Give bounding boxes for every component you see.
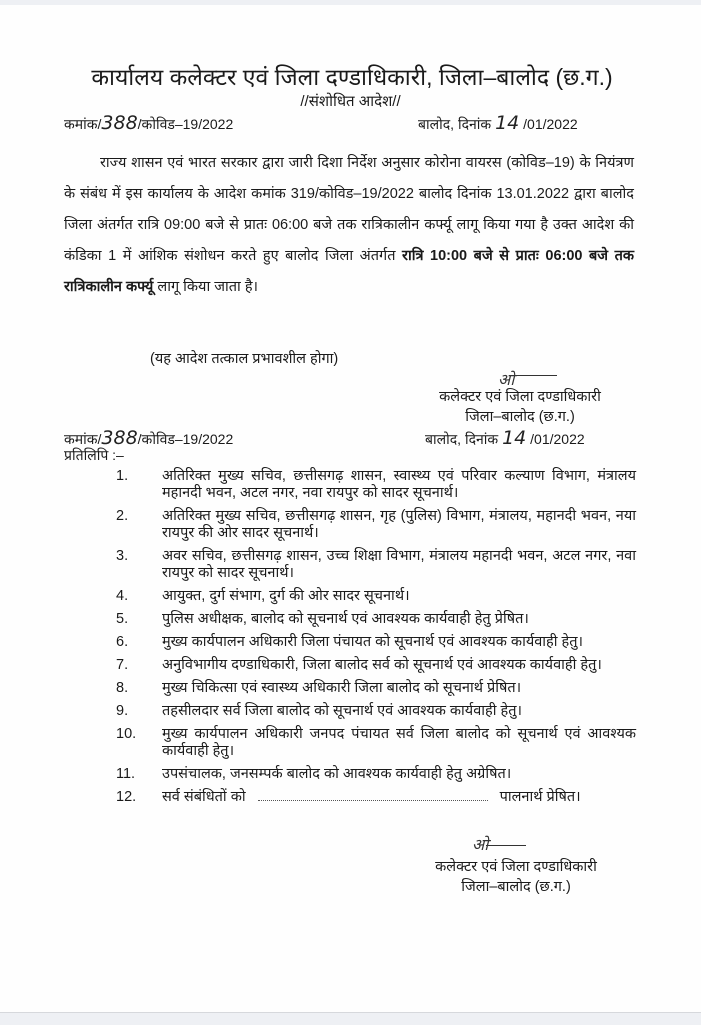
item-number: 3. — [116, 548, 129, 564]
list-item — [116, 726, 636, 760]
place-date-prefix: बालोद, दिनांक — [418, 116, 492, 132]
order-type-heading: //संशोधित आदेश// — [300, 93, 401, 110]
order-date-top — [418, 112, 578, 134]
date-suffix: /01/2022 — [523, 116, 578, 132]
list-item — [116, 508, 636, 542]
list-item — [116, 703, 636, 720]
item-text: मुख्य चिकित्सा एवं स्वास्थ्य अधिकारी जिला बालोद को सूचनार्थ प्रेषित। — [162, 680, 522, 696]
item-text: अतिरिक्त मुख्य सचिव, छत्तीसगढ़ शासन, गृह (पुलिस) विभाग, मंत्रालय, महानदी भवन, नया रायपुर की ओर सादर सूचनार्थ। — [162, 508, 636, 541]
list-item — [116, 789, 636, 806]
item-text: पुलिस अधीक्षक, बालोद को सूचनार्थ एवं आवश्यक कार्यवाही हेतु प्रेषित। — [162, 611, 529, 627]
item-text: तहसीलदार सर्व जिला बालोद को सूचनार्थ एवं आवश्यक कार्यवाही हेतु। — [162, 703, 522, 719]
order-date-bottom — [425, 427, 585, 449]
blank-dotted-line — [258, 790, 488, 801]
order-reference-top — [64, 112, 233, 134]
item-number: 6. — [116, 634, 129, 650]
list-item — [116, 611, 636, 628]
item-number: 10. — [116, 726, 137, 742]
paragraph-bold-text: रात्रि 10:00 बजे से प्रातः 06:00 बजे तक रात्रिकालीन कर्फ्यू — [64, 248, 635, 295]
item-number: 11. — [116, 766, 136, 782]
handwritten-order-number: 388 — [101, 112, 138, 134]
signature-mark-1: ओ — [498, 370, 515, 389]
paragraph-text: राज्य शासन एवं भारत सरकार द्वारा जारी दिशा निर्देश अनुसार कोरोना वायरस (कोविड–19) के नियंत्रण के संबंध में इस कार्यालय के आदेश कमांक 319/कोविड–19/2022 बालोद दिनांक 13.01.2022 द्वारा बालोद जिला अंतर्गत रात्रि 09:00 बजे से प्रातः 06:00 बजे तक रात्रिकालीन कर्फ्यू लागू किया गया है उक्त आदेश की कंडिका 1 में आंशिक संशोधन करते हुए बालोद जिला अंतर्गत — [64, 155, 634, 264]
signatory-title-1: कलेक्टर एवं जिला दण्डाधिकारी — [439, 389, 601, 405]
list-item — [116, 766, 636, 783]
viewer-bottom-bar — [0, 1012, 701, 1025]
list-item — [116, 588, 636, 605]
item-text-start: सर्व संबंधितों को — [162, 789, 246, 805]
item-number: 5. — [116, 611, 129, 627]
item-number: 8. — [116, 680, 129, 696]
order-body-paragraph — [64, 148, 634, 303]
item-text — [162, 789, 636, 806]
effective-notice: (यह आदेश तत्काल प्रभावशील होगा) — [150, 351, 339, 367]
signature-mark-2: ओ — [472, 835, 489, 854]
signatory-title-2: कलेक्टर एवं जिला दण्डाधिकारी — [435, 859, 597, 875]
item-text: आयुक्त, दुर्ग संभाग, दुर्ग की ओर सादर सूचनार्थ। — [162, 588, 410, 604]
copy-recipient-list — [116, 468, 636, 812]
ref-suffix: /कोविड–19/2022 — [137, 431, 234, 447]
handwritten-order-number: 388 — [101, 427, 138, 449]
copy-to-label: प्रतिलिपि :– — [64, 447, 124, 463]
signatory-district-2: जिला–बालोद (छ.ग.) — [461, 879, 571, 895]
list-item — [116, 548, 636, 582]
item-text-end: पालनार्थ प्रेषित। — [499, 789, 581, 805]
item-text: अतिरिक्त मुख्य सचिव, छत्तीसगढ़ शासन, स्वास्थ्य एवं परिवार कल्याण विभाग, मंत्रालय महानदी भवन, अटल नगर, नवा रायपुर को सादर सूचनार्थ। — [162, 468, 636, 501]
item-number: 4. — [116, 588, 129, 604]
item-text: मुख्य कार्यपालन अधिकारी जिला पंचायत को सूचनार्थ एवं आवश्यक कार्यवाही हेतु। — [162, 634, 583, 650]
list-item — [116, 634, 636, 651]
item-text: अवर सचिव, छत्तीसगढ़ शासन, उच्च शिक्षा विभाग, मंत्रालय महानदी भवन, अटल नगर, नवा रायपुर को सादर सूचनार्थ। — [162, 548, 636, 581]
office-title: कार्यालय कलेक्टर एवं जिला दण्डाधिकारी, जिला–बालोद (छ.ग.) — [91, 64, 613, 90]
item-number: 9. — [116, 703, 129, 719]
item-number: 1. — [116, 468, 129, 484]
handwritten-day: 14 — [502, 427, 527, 449]
ref-suffix: /कोविड–19/2022 — [137, 116, 234, 132]
list-item — [116, 468, 636, 502]
paragraph-end-text: लागू किया जाता है। — [157, 279, 259, 295]
list-item — [116, 657, 636, 674]
item-text: उपसंचालक, जनसम्पर्क बालोद को आवश्यक कार्यवाही हेतु अग्रेषित। — [162, 766, 512, 782]
item-number: 7. — [116, 657, 129, 673]
signature-stroke-1 — [512, 375, 557, 376]
item-text: अनुविभागीय दण्डाधिकारी, जिला बालोद सर्व को सूचनार्थ एवं आवश्यक कार्यवाही हेतु। — [162, 657, 602, 673]
item-number: 12. — [116, 789, 137, 805]
item-text: मुख्य कार्यपालन अधिकारी जनपद पंचायत सर्व जिला बालोद को सूचनार्थ एवं आवश्यक कार्यवाही हेतु। — [162, 726, 636, 759]
item-number: 2. — [116, 508, 129, 524]
place-date-prefix: बालोद, दिनांक — [425, 431, 499, 447]
ref-prefix: कमांक/ — [64, 431, 102, 447]
ref-prefix: कमांक/ — [64, 116, 102, 132]
signatory-district-1: जिला–बालोद (छ.ग.) — [465, 409, 575, 425]
list-item — [116, 680, 636, 697]
handwritten-day: 14 — [495, 112, 520, 134]
signature-stroke-2 — [486, 845, 526, 846]
date-suffix: /01/2022 — [530, 431, 585, 447]
